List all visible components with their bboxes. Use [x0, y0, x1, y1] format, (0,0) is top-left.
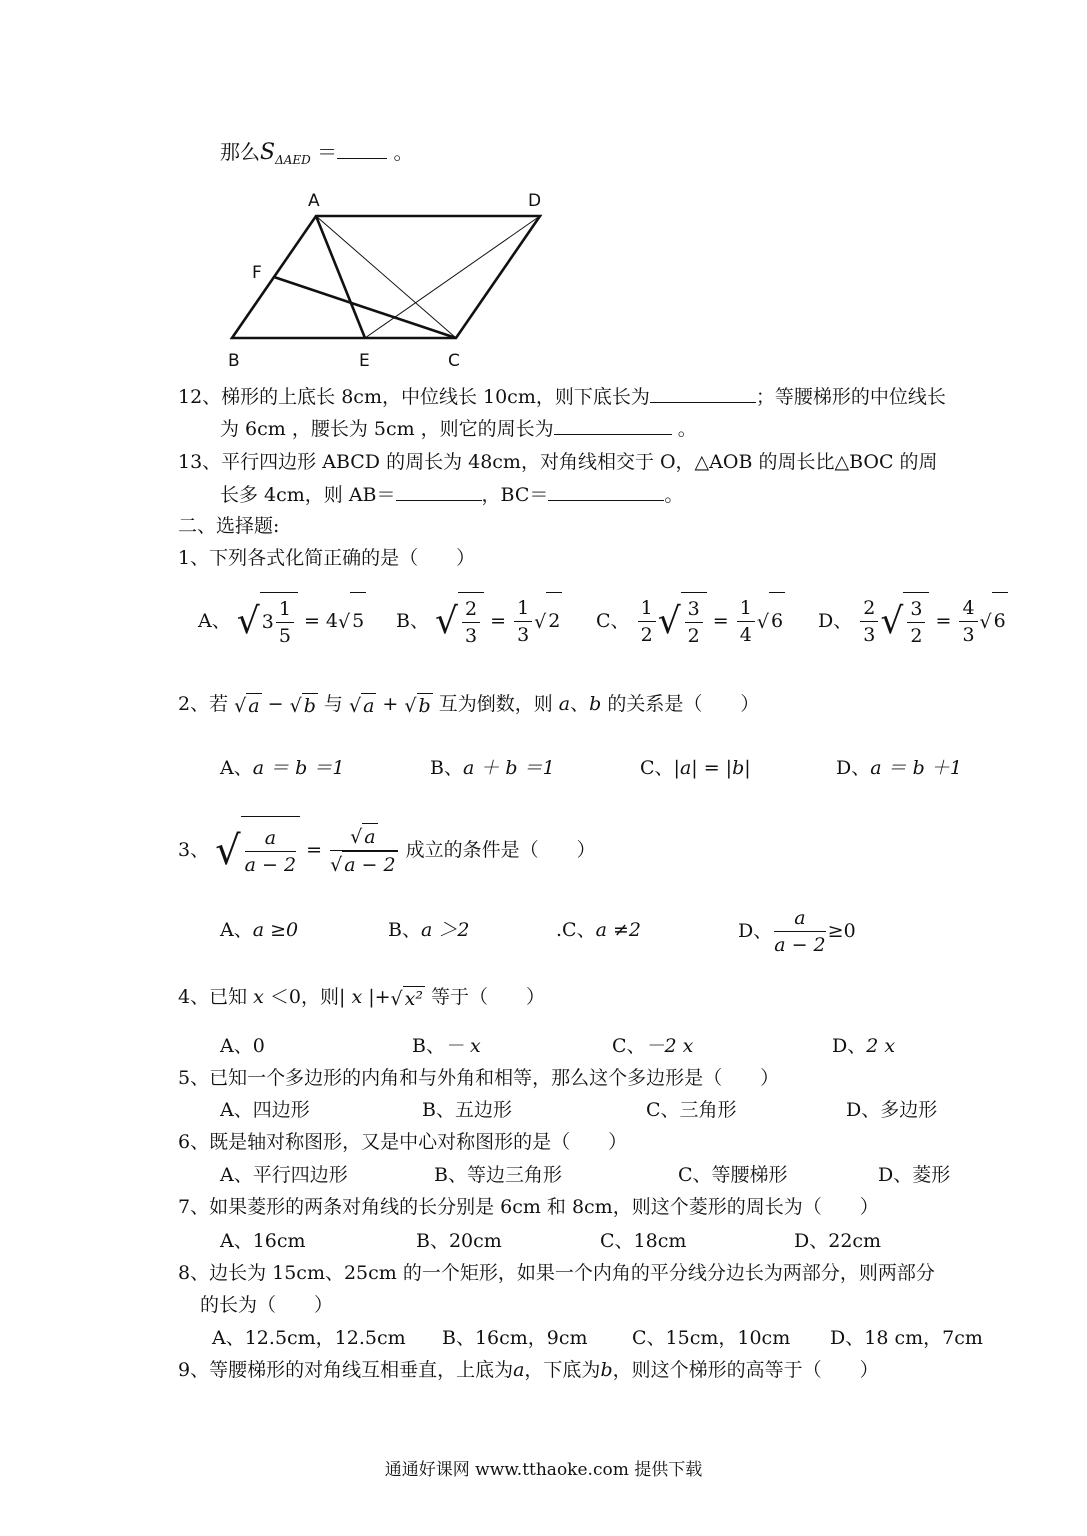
- c5-option-a[interactable]: A、四边形: [220, 1099, 310, 1121]
- c2-var-b: b: [589, 693, 602, 715]
- c1-b-radical: √ $\frac{2}{3}$: [435, 592, 484, 650]
- c2-radicand-b1: b: [303, 694, 316, 717]
- c7-stem: 7、如果菱形的两条对角线的长分别是 6cm 和 8cm，则这个菱形的周长为（ ）: [178, 1196, 879, 1218]
- c8-option-c[interactable]: C、15cm，10cm: [632, 1327, 791, 1349]
- c1-a-whole: 3: [261, 611, 274, 633]
- c4-c-expr: －2 x: [645, 1035, 694, 1057]
- c7-option-a[interactable]: A、16cm: [220, 1230, 306, 1252]
- c1-a-frac: [276, 596, 294, 649]
- c3-lhs-frac: [245, 825, 296, 878]
- c1-b-radicand: [458, 592, 484, 649]
- c1-b-rhs-radical: √ 2: [534, 592, 562, 650]
- c3-b-label: B、: [388, 919, 421, 941]
- c1-b-rhs-radicand: 2: [546, 592, 562, 649]
- c6-stem: 6、既是轴对称图形，又是中心对称图形的是（ ）: [178, 1131, 628, 1153]
- c4-option-c[interactable]: [612, 1034, 693, 1058]
- c1-a-den: 5: [278, 624, 291, 647]
- c2-radicand-a1: a: [248, 694, 260, 717]
- c1-b-frac: [462, 596, 480, 649]
- q13-text2-mid: ，BC＝: [481, 484, 549, 506]
- c1-c-eq: =: [712, 610, 729, 632]
- c2-b-expr: a ＋ b ＝1: [462, 757, 555, 779]
- c3-a-expr: a ≥0: [252, 919, 299, 941]
- c3-lhs-den: a − 2: [244, 853, 297, 876]
- c4-x: x: [253, 986, 264, 1008]
- c3-d-tail: ≥0: [827, 920, 856, 942]
- c8-stem-line1: 8、边长为 15cm、25cm 的一个矩形，如果一个内角的平分线分边长为两部分，则两部分: [178, 1262, 935, 1284]
- c1-a-label: A、: [198, 610, 231, 632]
- c3-option-c[interactable]: [556, 918, 641, 942]
- c1-c-rhs-den: 4: [739, 623, 752, 646]
- c6-option-b[interactable]: B、等边三角形: [434, 1164, 562, 1186]
- c3-prefix: 3、: [178, 839, 210, 861]
- q13-line2: [220, 482, 683, 507]
- c1-c-coef: [638, 595, 656, 648]
- c3-rhs-den: √ a − 2: [330, 851, 398, 878]
- c4-b-expr: － x: [444, 1035, 481, 1057]
- c1-a-rhs-radicand: 5: [350, 592, 366, 649]
- c5-option-b[interactable]: B、五边形: [422, 1099, 512, 1121]
- c1-d-eq: =: [935, 610, 952, 632]
- q12-text1-end: ；等腰梯形的中位线长: [755, 386, 946, 408]
- c5-option-c[interactable]: C、三角形: [646, 1099, 737, 1121]
- c8-option-b[interactable]: B、16cm，9cm: [442, 1327, 588, 1349]
- c4-b-label: B、: [412, 1035, 445, 1057]
- c1-d-rhs-frac: [959, 595, 977, 648]
- parallelogram-figure: [220, 185, 560, 375]
- c1-d-den: 2: [910, 624, 923, 647]
- c1-option-c[interactable]: [596, 592, 785, 650]
- c2-sqrt-b2: √ b: [404, 694, 431, 717]
- label-c: C: [448, 351, 460, 371]
- c3-a-label: A、: [220, 919, 253, 941]
- c1-d-rhs-num: 4: [959, 595, 977, 622]
- c1-a-rhs-radical: √ 5: [338, 592, 366, 650]
- c2-radicand-b2: b: [418, 694, 431, 717]
- c1-c-frac: [685, 596, 703, 649]
- c1-a-radicand: [260, 592, 298, 650]
- q12-line1: [178, 384, 946, 409]
- q12-text2: 为 6cm ，腰长为 5cm ，则它的周长为: [220, 418, 554, 440]
- c3-lhs-radical: √ $\frac{a}{a - 2}$: [215, 816, 300, 884]
- c2-c-label: C、: [640, 757, 674, 779]
- c2-option-a[interactable]: [220, 756, 344, 780]
- c4-stem: [178, 985, 545, 1011]
- c3-eq: =: [306, 839, 323, 861]
- q13-blank-ab[interactable]: [396, 482, 482, 501]
- c2-sqrt-a1: √ a: [234, 694, 260, 717]
- c2-suffix: 互为倒数，则: [432, 693, 559, 715]
- c9-stem: [178, 1358, 879, 1382]
- c4-end: 等于（ ）: [424, 986, 546, 1008]
- area-subscript: ΔAED: [275, 153, 311, 167]
- q13-blank-bc[interactable]: [548, 482, 664, 501]
- c3-c-expr: a ≠2: [595, 919, 641, 941]
- c1-d-frac: [907, 596, 925, 649]
- area-prefix: 那么: [220, 140, 260, 164]
- c2-d-expr: a ＝ b ＋1: [870, 757, 962, 779]
- c4-option-d[interactable]: [832, 1034, 895, 1058]
- q12-text2-end: 。: [671, 418, 697, 440]
- c6-option-d[interactable]: D、菱形: [878, 1164, 951, 1186]
- segment-ae: [316, 216, 365, 338]
- q12-text1: 12、梯形的上底长 8cm，中位线长 10cm，则下底长为: [178, 386, 650, 408]
- c2-sep: 、: [570, 693, 590, 715]
- c2-option-b[interactable]: [430, 756, 555, 780]
- c1-d-num: 3: [907, 596, 925, 623]
- c1-b-rhs-frac: [514, 595, 532, 648]
- c1-d-label: D、: [818, 610, 853, 632]
- c4-option-b[interactable]: [412, 1034, 481, 1058]
- c2-c-expr: |a| = |b|: [673, 757, 751, 779]
- c2-stem: [178, 692, 759, 718]
- c9-stem-b: ，下底为: [524, 1359, 601, 1381]
- c1-a-num: 1: [276, 596, 294, 623]
- q12-line2: [220, 416, 697, 441]
- c1-b-eq: =: [490, 610, 507, 632]
- c1-c-den: 2: [687, 624, 700, 647]
- c3-lhs-num: a: [245, 825, 296, 852]
- c2-a-expr: a ＝ b ＝1: [252, 757, 345, 779]
- c1-b-den: 3: [464, 624, 478, 647]
- c1-d-coef-den: 3: [863, 623, 876, 646]
- c1-b-label: B、: [396, 610, 429, 632]
- c2-end: 的关系是（ ）: [601, 693, 760, 715]
- c1-c-coef-num: 1: [638, 595, 656, 622]
- c1-c-radical: √ $\frac{3}{2}$: [658, 592, 707, 650]
- c1-d-coef: [860, 595, 878, 648]
- c4-a-label: A、: [220, 1035, 253, 1057]
- c3-rhs-num: √ a: [330, 823, 398, 851]
- c3-option-a[interactable]: [220, 918, 298, 942]
- c2-b-label: B、: [430, 757, 463, 779]
- c3-d-label: D、: [738, 920, 773, 942]
- segment-fc: [274, 277, 456, 338]
- c3-rhs-num-radicand: a: [362, 823, 377, 850]
- c1-c-label: C、: [596, 610, 630, 632]
- c2-mid: 与: [317, 693, 349, 715]
- c3-option-d[interactable]: [738, 902, 856, 959]
- c3-d-frac: [774, 905, 825, 958]
- c1-d-rhs-radical: √ 6: [980, 592, 1008, 650]
- q13-text1: 13、平行四边形 ABCD 的周长为 48cm，对角线相交于 O，△AOB 的周长比△BOC 的周: [178, 451, 938, 473]
- c2-sqrt-b1: √ b: [289, 694, 316, 717]
- q13-text2: 长多 4cm，则 AB＝: [220, 484, 396, 506]
- c4-x2: x: [351, 986, 363, 1008]
- c1-stem: 1、下列各式化简正确的是（ ）: [178, 547, 476, 569]
- area-end: 。: [393, 140, 414, 164]
- c1-c-coef-den: 2: [640, 623, 653, 646]
- c1-c-radicand: [681, 592, 707, 649]
- c2-plus: +: [376, 693, 405, 715]
- label-b: B: [228, 351, 240, 371]
- c2-var-a: a: [558, 693, 571, 715]
- c2-radicand-a2: a: [363, 694, 375, 717]
- label-a: A: [308, 191, 320, 211]
- c3-rhs-frac: [330, 823, 398, 878]
- c1-d-radicand: [903, 592, 929, 649]
- c5-option-d[interactable]: D、多边形: [846, 1099, 938, 1121]
- c1-b-rhs-num: 1: [514, 595, 532, 622]
- c4-prefix: 4、已知: [178, 986, 254, 1008]
- c3-option-b[interactable]: [388, 918, 469, 942]
- q12-blank2[interactable]: [554, 416, 672, 435]
- c2-option-d[interactable]: [836, 756, 962, 780]
- label-e: E: [359, 351, 370, 371]
- c1-option-b[interactable]: [396, 592, 562, 650]
- c1-option-d[interactable]: [818, 592, 1008, 650]
- c1-c-rhs-radical: √ 6: [757, 592, 785, 650]
- area-equals: ＝: [317, 140, 338, 164]
- q13-line1: [178, 450, 938, 474]
- answer-blank[interactable]: [337, 140, 387, 159]
- c5-stem: 5、已知一个多边形的内角和与外角和相等，那么这个多边形是（ ）: [178, 1067, 780, 1089]
- section-heading: 二、选择题:: [178, 515, 280, 537]
- c7-option-c[interactable]: C、18cm: [600, 1230, 687, 1252]
- c1-c-num: 3: [685, 596, 703, 623]
- c2-sqrt-a2: √ a: [348, 694, 375, 717]
- c3-end: 成立的条件是（ ）: [405, 839, 596, 861]
- c1-d-coef-num: 2: [860, 595, 878, 622]
- q13-text2-end: 。: [664, 484, 684, 506]
- c4-d-label: D、: [832, 1035, 867, 1057]
- c1-c-rhs-frac: [737, 595, 755, 648]
- c1-c-rhs-radicand: 6: [769, 592, 785, 649]
- c3-d-den: a − 2: [774, 933, 826, 956]
- c1-c-rhs-num: 1: [737, 595, 755, 622]
- c4-radicand: x²: [404, 987, 423, 1010]
- area-line: [220, 140, 414, 172]
- c3-c-label: .C、: [556, 919, 596, 941]
- c3-b-expr: a ＞2: [420, 919, 470, 941]
- c4-a-expr: 0: [252, 1035, 265, 1057]
- c4-sqrt: √ x²: [390, 987, 423, 1010]
- c4-abs-end: |+: [362, 986, 391, 1008]
- segment-ac: [316, 216, 456, 338]
- c1-b-num: 2: [462, 596, 480, 623]
- c9-var-a: a: [513, 1359, 525, 1381]
- c3-lhs-radicand: [241, 816, 300, 883]
- c8-stem-line2: 的长为（ ）: [200, 1294, 334, 1316]
- label-f: F: [252, 263, 262, 283]
- c2-option-c[interactable]: [640, 756, 751, 780]
- c6-option-a[interactable]: A、平行四边形: [220, 1164, 348, 1186]
- c1-b-rhs-den: 3: [517, 623, 530, 646]
- c4-d-expr: 2 x: [866, 1035, 896, 1057]
- q12-blank1[interactable]: [650, 384, 756, 403]
- c2-prefix: 2、若: [178, 693, 229, 715]
- c2-minus: −: [261, 693, 290, 715]
- c3-d-num: a: [774, 905, 825, 932]
- c7-option-b[interactable]: B、20cm: [416, 1230, 502, 1252]
- c8-option-d[interactable]: D、18 cm，7cm: [830, 1327, 983, 1349]
- c9-stem-c: ，则这个梯形的高等于（ ）: [612, 1359, 879, 1381]
- c1-a-rhs: = 4: [303, 610, 339, 632]
- c1-d-radical: √ $\frac{3}{2}$: [880, 592, 929, 650]
- area-symbol: S: [260, 140, 276, 165]
- c9-stem-a: 9、等腰梯形的对角线互相垂直，上底为: [178, 1359, 514, 1381]
- c1-d-rhs-radicand: 6: [992, 592, 1008, 649]
- c6-option-c[interactable]: C、等腰梯形: [678, 1164, 788, 1186]
- c2-d-label: D、: [836, 757, 871, 779]
- c8-option-a[interactable]: A、12.5cm，12.5cm: [212, 1327, 406, 1349]
- c4-option-a[interactable]: [220, 1034, 265, 1058]
- c3-stem: [178, 816, 596, 884]
- c2-a-label: A、: [220, 757, 253, 779]
- page-footer: 通通好课网 www.tthaoke.com 提供下载: [384, 1460, 703, 1480]
- c9-var-b: b: [600, 1359, 613, 1381]
- c7-option-d[interactable]: D、22cm: [794, 1230, 882, 1252]
- c3-rhs-den-radicand: a − 2: [342, 851, 397, 878]
- c1-option-a[interactable]: [198, 592, 366, 650]
- c4-c-label: C、: [612, 1035, 646, 1057]
- c1-a-radical: √ 3 $\frac{1}{5}$: [237, 592, 298, 650]
- c1-d-rhs-den: 3: [962, 623, 975, 646]
- label-d: D: [528, 191, 542, 211]
- c4-cond: ＜0，则|: [263, 986, 352, 1008]
- segment-ed: [365, 216, 540, 338]
